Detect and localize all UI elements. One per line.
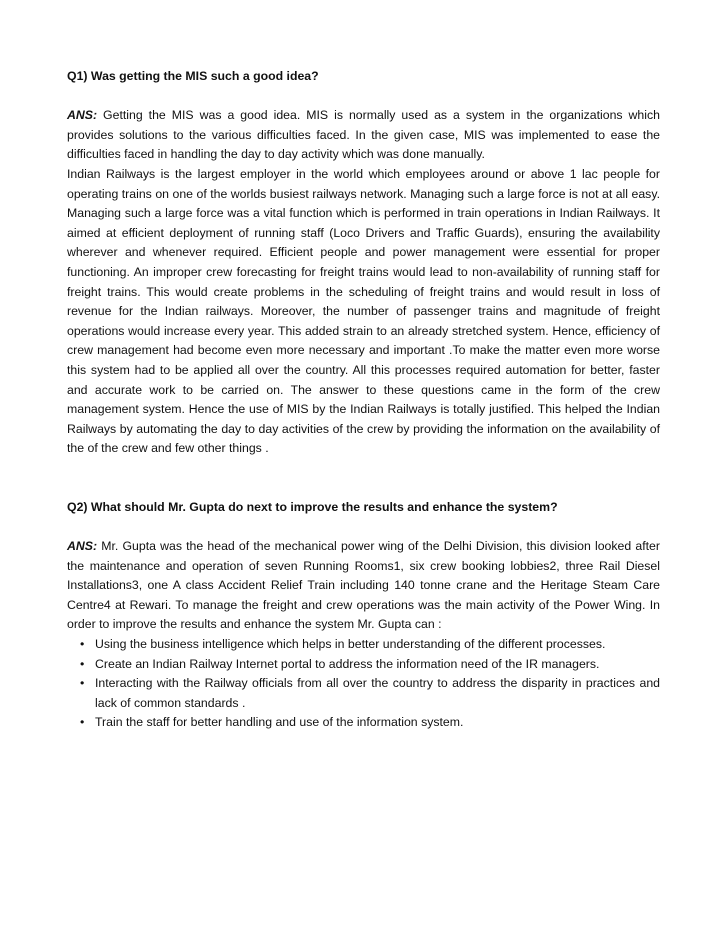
answer-2-bullet-list [67,635,660,733]
answer-1-label: ANS: [67,108,98,123]
bullet-item [67,713,660,733]
bullet-text: Train the staff for better handling and use of the information system. [95,715,464,730]
section-spacer [67,459,660,498]
bullet-icon: • [80,637,85,652]
bullet-text: Create an Indian Railway Internet portal to address the information need of the IR managers. [95,656,600,671]
answer-2-paragraph-1 [67,537,660,635]
answer-2-label: ANS: [67,539,98,554]
bullet-icon: • [80,676,85,691]
answer-1-paragraph-1 [67,106,660,165]
answer-1-text-1: Getting the MIS was a good idea. MIS is normally used as a system in the organizations which provides solutions to the various difficulties faced. In the given case, MIS was implemented to ease the difficulties faced in handling the day to day activity which was done manually. [67,108,660,162]
bullet-text: Interacting with the Railway officials from all over the country to address the disparity in practices and lack of common standards . [95,676,660,710]
question-2-heading: Q2) What should Mr. Gupta do next to improve the results and enhance the system? [67,499,558,514]
bullet-text: Using the business intelligence which helps in better understanding of the different processes. [95,637,606,652]
bullet-icon: • [80,715,85,730]
bullet-item [67,655,660,675]
question-1-heading: Q1) Was getting the MIS such a good idea? [67,69,319,83]
bullet-icon: • [80,656,85,671]
bullet-item [67,674,660,713]
document-page [67,67,660,733]
bullet-item [67,635,660,655]
answer-2-text-1: Mr. Gupta was the head of the mechanical power wing of the Delhi Division, this division looked after the maintenance and operation of seven Running Rooms1, six crew booking lobbies2, three Rail Diesel Installations3, one A class Accident Relief Train including 140 tonne crane and the Heritage Steam Care Centre4 at Rewari. To manage the freight and crew operations was the main activity of the Power Wing. In order to improve the results and enhance the system Mr. Gupta can : [67,539,660,632]
answer-1-paragraph-2: Indian Railways is the largest employer in the world which employees around or above 1 lac people for operating trains on one of the worlds busiest railways network. Managing such a large force is not at all easy. Managing such a large force was a vital function which is performed in train operations in Indian Railways. It aimed at efficient deployment of running staff (Loco Drivers and Traffic Guards), ensuring the availability wherever and whenever required. Efficient people and power management were essential for proper functioning. An improper crew forecasting for freight trains would lead to non-availability of running staff for freight trains. This would create problems in the scheduling of freight trains and would result in loss of revenue for the Indian railways. Moreover, the number of passenger trains and magnitude of freight operations would increase every year. This added strain to an already stretched system. Hence, efficiency of crew management had become even more necessary and important .To make the matter even more worse this system had to be applied all over the country. All this processes required automation for better, faster and accurate work to be carried on. The answer to these questions came in the form of the crew management system. Hence the use of MIS by the Indian Railways is totally justified. This helped the Indian Railways by automating the day to day activities of the crew by providing the information on the availability of the of the crew and few other things . [67,166,660,456]
